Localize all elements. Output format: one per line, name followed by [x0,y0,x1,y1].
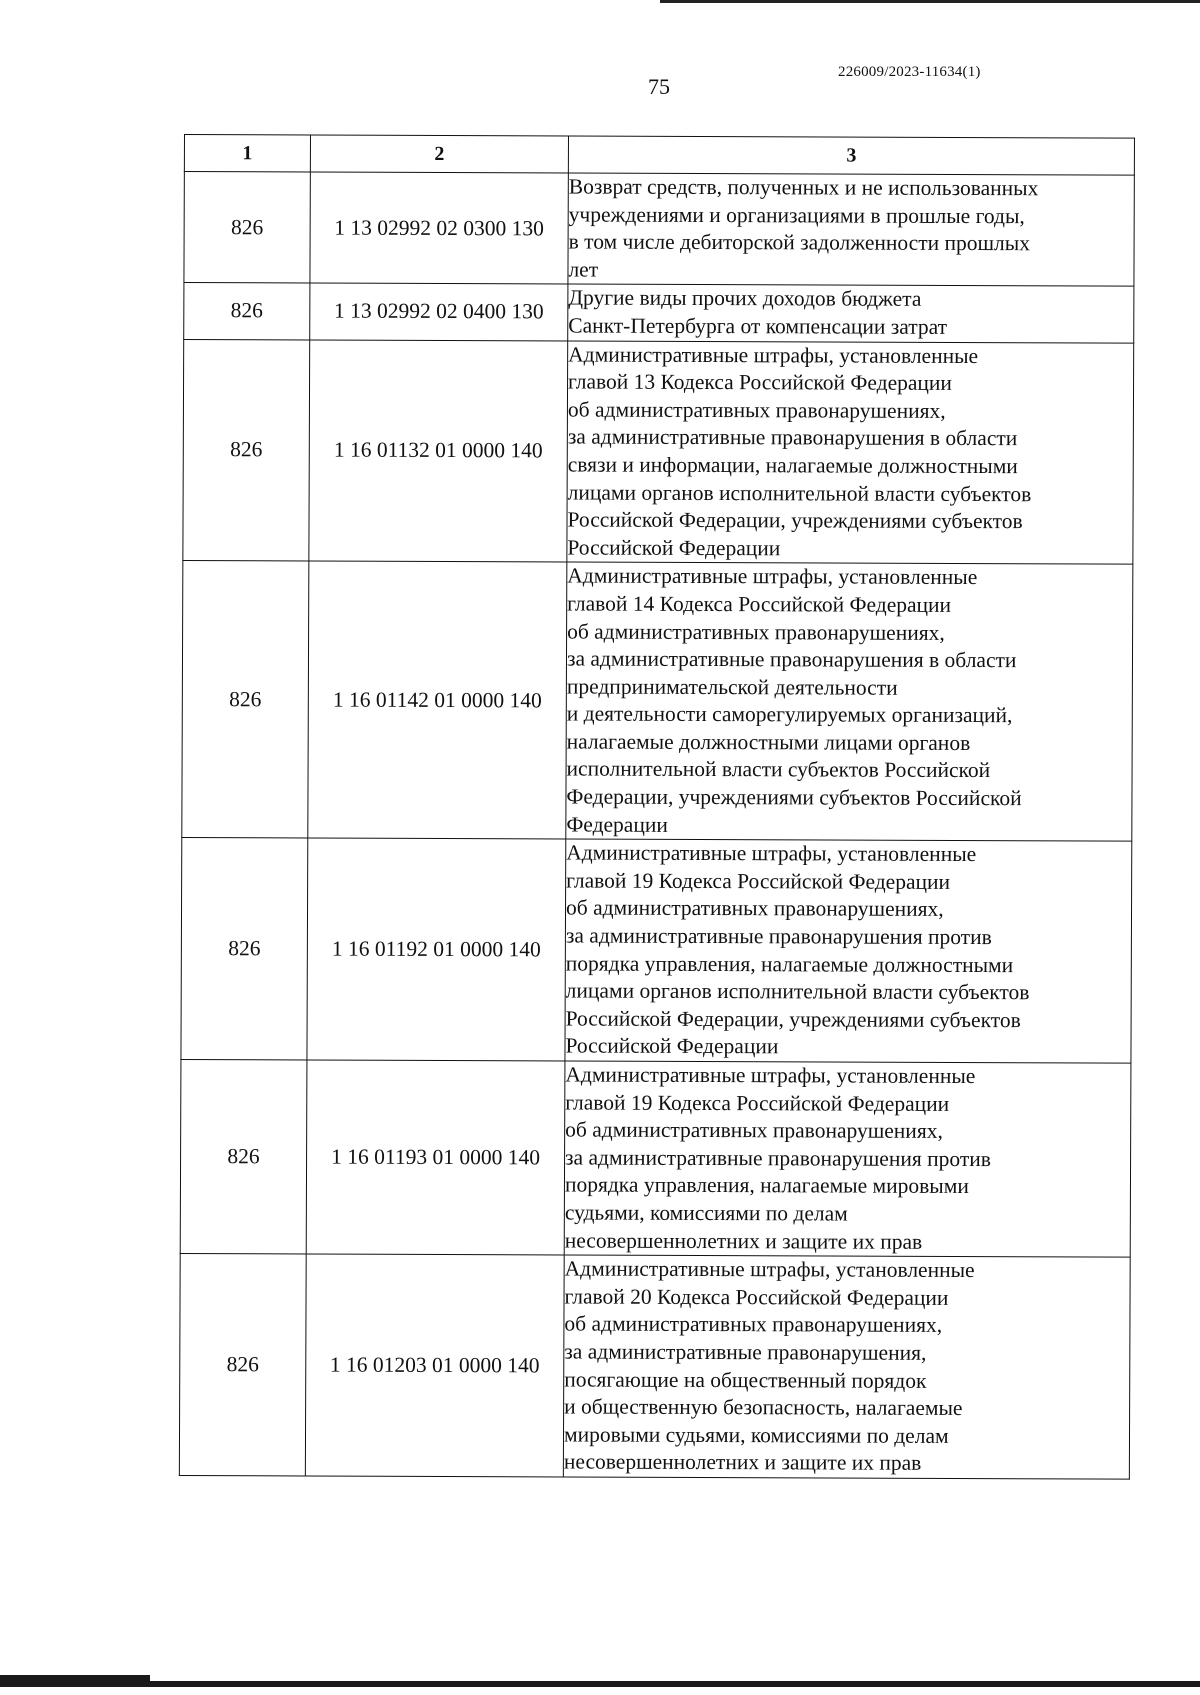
description-cell: Административные штрафы, установленные главой 19 Кодекса Российской Федерации об административных правонарушениях, за административные правонарушения против порядка управления, налагаемые мировыми судьями, комиссиями по делам несовершеннолетних и защите их прав [564,1061,1131,1257]
admin-code-cell: 826 [184,283,310,340]
budget-codes-table [179,134,1135,1480]
table-row [180,1059,1131,1257]
admin-code-cell: 826 [179,1254,306,1476]
budget-code-cell: 1 13 02992 02 0400 130 [310,283,568,340]
description-cell: Другие виды прочих доходов бюджета Санкт-Петербурга от компенсации затрат [568,284,1134,342]
admin-code-cell: 826 [182,561,309,838]
budget-code-cell: 1 16 01203 01 0000 140 [305,1254,564,1477]
budget-code-cell: 1 16 01193 01 0000 140 [306,1060,565,1255]
budget-code-cell: 1 13 02992 02 0300 130 [310,172,568,284]
table-header-row [184,135,1134,176]
scan-top-edge [660,0,1200,3]
table-row [184,283,1134,343]
description-cell: Возврат средств, полученных и не использованных учреждениями и организациями в прошлые годы, в том числе дебиторской задолженности прошлых лет [568,173,1134,287]
admin-code-cell: 826 [183,339,310,561]
description-cell: Административные штрафы, установленные главой 19 Кодекса Российской Федерации об административных правонарушениях, за административные правонарушения против порядка управления, налагаемые должностными лицами органов исполнительной власти субъектов Российской Федерации, учреждениями субъектов Российской Федерации [565,839,1132,1063]
table-row [181,838,1132,1063]
description-cell: Административные штрафы, установленные главой 14 Кодекса Российской Федерации об административных правонарушениях, за административные правонарушения в области предпринимательской деятельности и деятельности саморегулируемых организаций, налагаемые должностными лицами органов исполнительной власти субъектов Российской Федерации, учреждениями субъектов Российской Федерации [566,562,1133,841]
budget-code-cell: 1 16 01142 01 0000 140 [308,561,567,839]
document-registration-number: 226009/2023-11634(1) [838,64,981,80]
column-header-description: 3 [568,136,1134,175]
admin-code-cell: 826 [181,838,308,1060]
column-header-code: 2 [310,135,568,173]
column-header-admin: 1 [184,135,310,172]
admin-code-cell: 826 [184,172,310,284]
table-row [179,1254,1130,1479]
scan-bottom-edge [0,1681,1200,1687]
budget-code-cell: 1 16 01132 01 0000 140 [309,340,568,563]
page-number: 75 [648,74,670,99]
description-cell: Административные штрафы, установленные главой 20 Кодекса Российской Федерации об административных правонарушениях, за административные правонарушения, посягающие на общественный порядок и общественную безопасность, налагаемые мировыми судьями, комиссиями по делам несовершеннолетних и защите их прав [563,1255,1130,1479]
budget-code-cell: 1 16 01192 01 0000 140 [307,838,566,1061]
description-cell: Административные штрафы, установленные главой 13 Кодекса Российской Федерации об административных правонарушениях, за административные правонарушения в области связи и информации, налагаемые должностными лицами органов исполнительной власти субъектов Российской Федерации, учреждениями субъектов Российской Федерации [567,341,1134,565]
table-row [184,172,1134,287]
table-row [183,339,1134,564]
admin-code-cell: 826 [180,1059,307,1254]
table-row [182,561,1133,842]
